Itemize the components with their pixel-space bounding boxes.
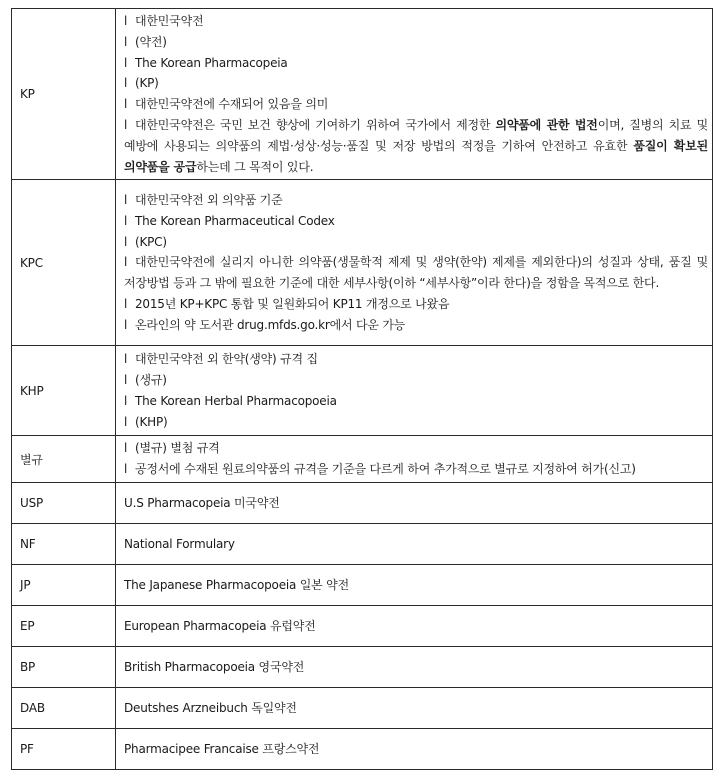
item-text: (생규) [135, 373, 167, 388]
table-row-dab [12, 687, 713, 728]
abbr-cell: EP [12, 605, 116, 646]
abbr-cell: DAB [12, 687, 116, 728]
table-row-khp [12, 346, 713, 436]
bullet-marker: l [124, 441, 128, 456]
desc-cell: European Pharmacopeia 유럽약전 [116, 605, 713, 646]
item-text: (KHP) [135, 414, 168, 429]
bullet-marker: l [124, 34, 128, 49]
list-item [124, 53, 708, 74]
bullet-marker: l [124, 297, 128, 312]
para-text: 대한민국약전에 실리지 아니한 의약품(생물학적 제제 및 생약(한약) 제제를 제외한다)의 성질과 상태, 품질 및 저장방법 등과 그 밖에 필요한 기준에 대한 세부사항(이하 “세부사항”이라 한다)을 정함을 목적으로 한다. [124, 255, 708, 291]
item-text: 대한민국약전 외 의약품 기준 [135, 193, 283, 208]
bullet-marker: l [124, 76, 128, 91]
abbr-cell: NF [12, 523, 116, 564]
list-item [124, 315, 708, 336]
desc-cell [116, 346, 713, 436]
bold-text: 의약품에 관한 법전 [495, 117, 598, 132]
para-text: 하는데 그 목적이 있다. [196, 159, 314, 174]
bullet-marker: l [124, 55, 128, 70]
item-text: 대한민국약전에 수재되어 있음을 의미 [135, 97, 329, 112]
item-text: 2015년 KP+KPC 통합 및 일원화되어 KP11 개정으로 나왔음 [135, 297, 450, 312]
list-item [124, 294, 708, 315]
desc-cell [116, 9, 713, 180]
list-item [124, 211, 708, 232]
bullet-marker: l [124, 213, 128, 228]
para-text: 이며, 질병의 치료 및 예방에 사용되는 의약품의 제법·성상·성능·품질 및 저장 방법의 적정을 기하여 안전하고 유효한 [124, 117, 708, 153]
desc-cell: National Formulary [116, 523, 713, 564]
bullet-marker: l [124, 352, 128, 367]
pharmacopeia-table [11, 8, 713, 770]
desc-cell: Pharmacipee Francaise 프랑스약전 [116, 728, 713, 769]
bullet-marker: l [124, 393, 128, 408]
list-item [124, 349, 708, 370]
list-item [124, 73, 708, 94]
table-row-byeolgyu [12, 436, 713, 483]
desc-cell [116, 436, 713, 483]
desc-cell: The Japanese Pharmacopoeia 일본 약전 [116, 564, 713, 605]
bold-text: 품질이 확보된 의약품을 공급 [124, 138, 708, 174]
list-item [124, 391, 708, 412]
list-item-paragraph [124, 252, 708, 294]
item-text: (별규) 별첨 규격 [135, 441, 220, 456]
abbr-cell: 별규 [12, 436, 116, 483]
item-text: 대한민국약전 [135, 14, 204, 28]
list-item [124, 438, 708, 459]
item-text: 공정서에 수재된 원료의약품의 규격을 기준을 다르게 하여 추가적으로 별규로 지정하여 허가(신고) [135, 462, 636, 477]
list-item [124, 190, 708, 211]
bullet-marker: l [124, 14, 128, 28]
item-text: 대한민국약전 외 한약(생약) 규격 집 [135, 352, 318, 367]
table-row-ep [12, 605, 713, 646]
abbr-cell: PF [12, 728, 116, 769]
desc-cell: Deutshes Arzneibuch 독일약전 [116, 687, 713, 728]
bullet-marker: l [124, 462, 128, 477]
abbr-cell: USP [12, 482, 116, 523]
table-row-kpc [12, 180, 713, 346]
abbr-cell: JP [12, 564, 116, 605]
bullet-marker: l [124, 317, 128, 332]
abbr-cell: KPC [12, 180, 116, 346]
table-row-kp [12, 9, 713, 180]
list-item [124, 459, 708, 480]
item-text: 온라인의 약 도서관 drug.mfds.go.kr에서 다운 가능 [135, 317, 406, 332]
desc-cell: U.S Pharmacopeia 미국약전 [116, 482, 713, 523]
item-text: The Korean Herbal Pharmacopoeia [135, 393, 337, 408]
item-text: (KPC) [135, 234, 167, 249]
list-item [124, 94, 708, 115]
list-item [124, 232, 708, 253]
table-row-usp [12, 482, 713, 523]
bullet-marker: l [124, 193, 128, 208]
list-item [124, 412, 708, 433]
abbr-cell: BP [12, 646, 116, 687]
table-row-pf [12, 728, 713, 769]
item-text: The Korean Pharmacopeia [135, 55, 288, 70]
bullet-marker: l [124, 97, 128, 112]
para-text: 대한민국약전은 국민 보건 향상에 기여하기 위하여 국가에서 제정한 [135, 117, 496, 132]
list-item [124, 370, 708, 391]
table-row-nf [12, 523, 713, 564]
bullet-marker: l [124, 373, 128, 388]
table-row-bp [12, 646, 713, 687]
list-item [124, 11, 708, 32]
list-item-paragraph [124, 115, 708, 177]
item-text: (KP) [135, 76, 159, 91]
item-text: (약전) [135, 34, 167, 49]
bullet-marker: l [124, 117, 128, 132]
desc-cell [116, 180, 713, 346]
desc-cell: British Pharmacopoeia 영국약전 [116, 646, 713, 687]
item-text: The Korean Pharmaceutical Codex [135, 213, 335, 228]
abbr-cell: KHP [12, 346, 116, 436]
bullet-marker: l [124, 234, 128, 249]
list-item [124, 32, 708, 53]
bullet-marker: l [124, 414, 128, 429]
abbr-cell: KP [12, 9, 116, 180]
bullet-marker: l [124, 255, 128, 270]
table-row-jp [12, 564, 713, 605]
